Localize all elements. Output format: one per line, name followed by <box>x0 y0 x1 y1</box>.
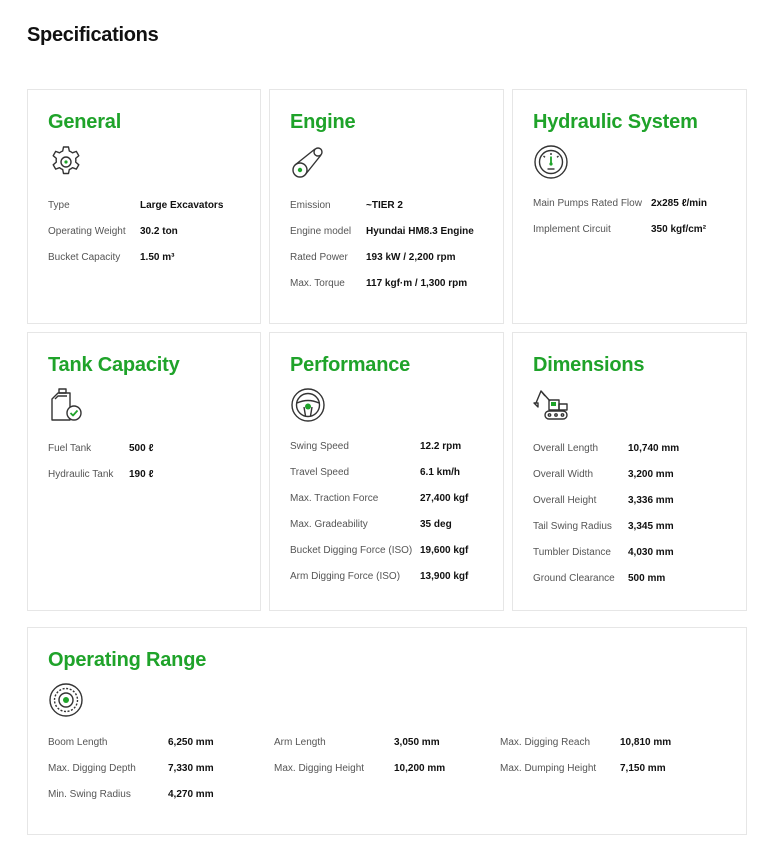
spec-label: Emission <box>290 200 331 211</box>
tank-card <box>27 332 261 611</box>
spec-row <box>533 495 736 511</box>
spec-row <box>274 737 484 753</box>
spec-value: Large Excavators <box>140 200 224 211</box>
spec-value: 3,336 mm <box>628 495 674 506</box>
fuel-canister-icon <box>48 387 84 423</box>
spec-row <box>48 763 258 779</box>
spec-label: Overall Width <box>533 469 594 480</box>
spec-label: Max. Digging Height <box>274 763 365 774</box>
spec-row <box>290 519 493 535</box>
spec-value: ~TIER 2 <box>366 200 403 211</box>
spec-label: Arm Length <box>274 737 326 748</box>
spec-row <box>48 737 258 753</box>
excavator-icon <box>533 387 569 423</box>
spec-value: 193 kW / 2,200 rpm <box>366 252 456 263</box>
general-title: General <box>48 111 122 133</box>
spec-label: Swing Speed <box>290 441 349 452</box>
spec-row <box>290 278 493 294</box>
spec-label: Fuel Tank <box>48 443 92 454</box>
spec-value: 3,050 mm <box>394 737 440 748</box>
spec-row <box>290 571 493 587</box>
spec-value: 6.1 km/h <box>420 467 461 478</box>
spec-label: Arm Digging Force (ISO) <box>290 571 401 582</box>
spec-row <box>290 467 493 483</box>
spec-value: 4,270 mm <box>168 789 214 800</box>
spec-value: 35 deg <box>420 519 452 530</box>
spec-value: 190 ℓ <box>129 469 154 480</box>
spec-label: Overall Height <box>533 495 597 506</box>
spec-value: 3,345 mm <box>628 521 674 532</box>
spec-row <box>533 547 736 563</box>
spec-label: Ground Clearance <box>533 573 615 584</box>
spec-row <box>48 252 250 268</box>
spec-row <box>290 226 493 242</box>
operating-range-title: Operating Range <box>48 649 207 671</box>
spec-label: Type <box>48 200 70 211</box>
spec-label: Max. Torque <box>290 278 345 289</box>
spec-label: Engine model <box>290 226 352 237</box>
spec-label: Tumbler Distance <box>533 547 611 558</box>
spec-label: Hydraulic Tank <box>48 469 114 480</box>
spec-value: 27,400 kgf <box>420 493 469 504</box>
spec-row <box>533 443 736 459</box>
spec-label: Max. Dumping Height <box>500 763 597 774</box>
hydraulic-title: Hydraulic System <box>533 111 698 133</box>
spec-row <box>533 198 736 214</box>
spec-label: Operating Weight <box>48 226 126 237</box>
spec-label: Max. Traction Force <box>290 493 379 504</box>
spec-value: 3,200 mm <box>628 469 674 480</box>
performance-title: Performance <box>290 354 411 376</box>
general-card <box>27 89 261 324</box>
spec-row <box>290 441 493 457</box>
spec-row <box>48 443 250 459</box>
page-title: Specifications <box>27 24 159 46</box>
spec-row <box>48 469 250 485</box>
spec-label: Bucket Capacity <box>48 252 121 263</box>
spec-row <box>533 521 736 537</box>
hydraulic-card <box>512 89 747 324</box>
spec-row <box>48 200 250 216</box>
performance-card <box>269 332 504 611</box>
gauge-icon <box>533 144 569 180</box>
spec-value: 2x285 ℓ/min <box>651 198 708 209</box>
spec-value: 7,150 mm <box>620 763 666 774</box>
spec-value: Hyundai HM8.3 Engine <box>366 226 474 237</box>
spec-value: 13,900 kgf <box>420 571 469 582</box>
spec-value: 12.2 rpm <box>420 441 462 452</box>
spec-row <box>274 763 484 779</box>
spec-label: Main Pumps Rated Flow <box>533 198 642 209</box>
dimensions-card <box>512 332 747 611</box>
spec-row <box>48 226 250 242</box>
spec-row <box>290 200 493 216</box>
spec-value: 7,330 mm <box>168 763 214 774</box>
spec-value: 500 mm <box>628 573 666 584</box>
spec-label: Max. Digging Reach <box>500 737 591 748</box>
spec-value: 30.2 ton <box>140 226 178 237</box>
dimensions-title: Dimensions <box>533 354 645 376</box>
spec-row <box>48 789 258 805</box>
spec-row <box>533 573 736 589</box>
target-range-icon <box>48 682 84 718</box>
spec-label: Max. Gradeability <box>290 519 368 530</box>
spec-row <box>533 224 736 240</box>
gear-icon <box>48 144 84 180</box>
steering-wheel-icon <box>290 387 326 423</box>
spec-label: Rated Power <box>290 252 348 263</box>
spec-label: Bucket Digging Force (ISO) <box>290 545 413 556</box>
spec-label: Min. Swing Radius <box>48 789 131 800</box>
operating-range-card <box>27 627 747 835</box>
spec-value: 117 kgf·m / 1,300 rpm <box>366 278 468 289</box>
spec-value: 350 kgf/cm² <box>651 224 707 235</box>
spec-row <box>290 545 493 561</box>
spec-value: 6,250 mm <box>168 737 214 748</box>
spec-row <box>290 252 493 268</box>
spec-value: 10,200 mm <box>394 763 446 774</box>
spec-row <box>290 493 493 509</box>
spec-value: 10,810 mm <box>620 737 672 748</box>
engine-title: Engine <box>290 111 356 133</box>
engine-card <box>269 89 504 324</box>
spec-value: 4,030 mm <box>628 547 674 558</box>
spec-label: Boom Length <box>48 737 108 748</box>
spec-label: Overall Length <box>533 443 599 454</box>
spec-value: 500 ℓ <box>129 443 154 454</box>
spec-label: Implement Circuit <box>533 224 611 235</box>
engine-belt-icon <box>290 144 326 180</box>
spec-label: Tail Swing Radius <box>533 521 612 532</box>
spec-value: 19,600 kgf <box>420 545 469 556</box>
spec-label: Travel Speed <box>290 467 350 478</box>
spec-label: Max. Digging Depth <box>48 763 136 774</box>
spec-row <box>500 763 710 779</box>
tank-title: Tank Capacity <box>48 354 180 376</box>
spec-row <box>533 469 736 485</box>
spec-row <box>500 737 710 753</box>
spec-value: 1.50 m³ <box>140 252 175 263</box>
spec-value: 10,740 mm <box>628 443 680 454</box>
